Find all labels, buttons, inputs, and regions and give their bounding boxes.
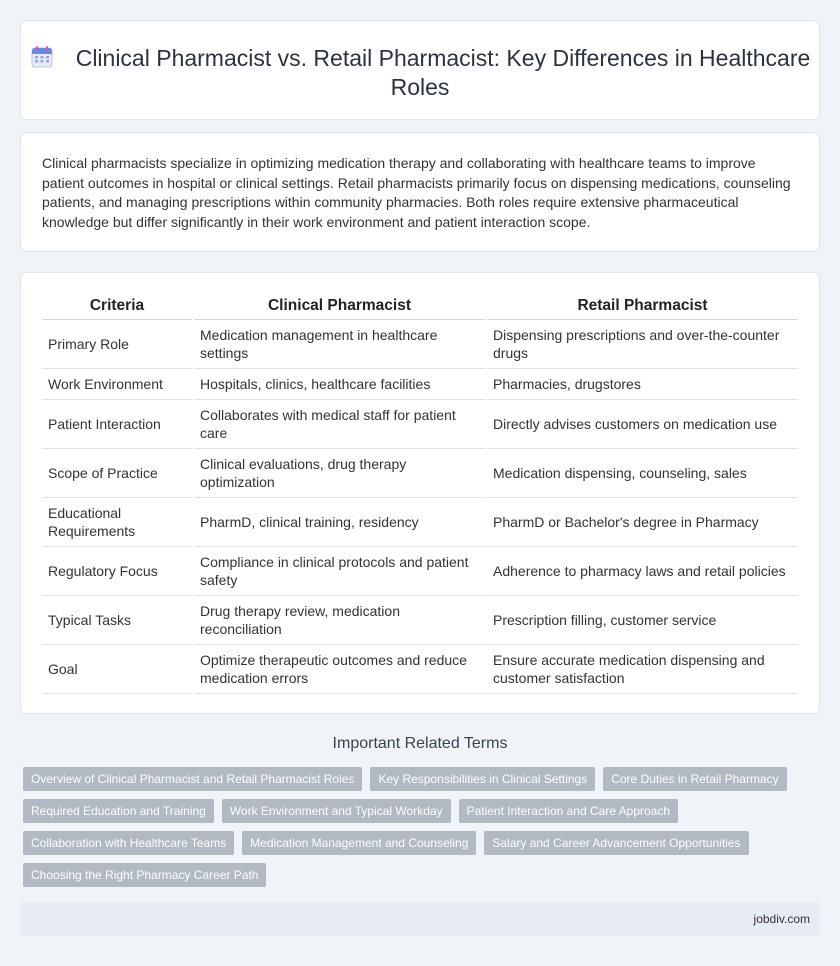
- table-cell: Optimize therapeutic outcomes and reduce medication errors: [193, 644, 486, 693]
- related-terms-list: [23, 767, 813, 887]
- table-cell: Scope of Practice: [42, 448, 193, 497]
- page-title: Clinical Pharmacist vs. Retail Pharmacist: Key Differences in Healthcare Roles: [75, 45, 811, 100]
- table-cell: Work Environment: [42, 368, 193, 399]
- related-term-tag[interactable]: Key Responsibilities in Clinical Settings: [370, 767, 595, 791]
- related-term-tag[interactable]: Work Environment and Typical Workday: [222, 799, 451, 823]
- table-cell: Typical Tasks: [42, 595, 193, 644]
- table-cell: Primary Role: [42, 319, 193, 368]
- table-cell: Collaborates with medical staff for patient care: [193, 399, 486, 448]
- table-row: [42, 399, 798, 448]
- table-cell: Drug therapy review, medication reconciliation: [193, 595, 486, 644]
- table-header-row: [42, 293, 798, 319]
- intro-card: [20, 132, 820, 252]
- related-term-tag[interactable]: Patient Interaction and Care Approach: [459, 799, 678, 823]
- table-cell: Medication dispensing, counseling, sales: [486, 448, 798, 497]
- related-term-tag[interactable]: Medication Management and Counseling: [242, 831, 476, 855]
- table-cell: PharmD, clinical training, residency: [193, 497, 486, 546]
- table-cell: Patient Interaction: [42, 399, 193, 448]
- table-row: [42, 319, 798, 368]
- related-term-tag[interactable]: Core Duties in Retail Pharmacy: [603, 767, 786, 791]
- comparison-table: [42, 293, 798, 694]
- table-cell: Educational Requirements: [42, 497, 193, 546]
- table-cell: Regulatory Focus: [42, 546, 193, 595]
- table-cell: Dispensing prescriptions and over-the-counter drugs: [486, 319, 798, 368]
- related-terms-heading: Important Related Terms: [332, 735, 508, 752]
- comparison-card: [20, 272, 820, 714]
- related-term-tag[interactable]: Overview of Clinical Pharmacist and Retail Pharmacist Roles: [23, 767, 362, 791]
- table-cell: Goal: [42, 644, 193, 693]
- intro-paragraph: Clinical pharmacists specialize in optimizing medication therapy and collaborating with healthcare teams to improve patient outcomes in hospital or clinical settings. Retail pharmacists primarily focus on dispensing medications, counseling patients, and managing prescriptions within community pharmacies. Both roles require extensive pharmaceutical knowledge but differ significantly in their work environment and patient interaction scope.: [42, 155, 791, 230]
- header-criteria: Criteria: [42, 293, 193, 319]
- table-cell: Ensure accurate medication dispensing and customer satisfaction: [486, 644, 798, 693]
- table-cell: Compliance in clinical protocols and patient safety: [193, 546, 486, 595]
- table-cell: Adherence to pharmacy laws and retail policies: [486, 546, 798, 595]
- calendar-icon: [30, 45, 54, 69]
- table-row: [42, 546, 798, 595]
- table-cell: Pharmacies, drugstores: [486, 368, 798, 399]
- related-term-tag[interactable]: Required Education and Training: [23, 799, 214, 823]
- table-cell: Medication management in healthcare settings: [193, 319, 486, 368]
- table-row: [42, 644, 798, 693]
- table-cell: Prescription filling, customer service: [486, 595, 798, 644]
- table-cell: PharmD or Bachelor's degree in Pharmacy: [486, 497, 798, 546]
- header-card: [20, 20, 820, 120]
- table-row: [42, 368, 798, 399]
- table-row: [42, 595, 798, 644]
- related-term-tag[interactable]: Salary and Career Advancement Opportunities: [484, 831, 748, 855]
- table-row: [42, 497, 798, 546]
- header-clinical: Clinical Pharmacist: [193, 293, 486, 319]
- table-row: [42, 448, 798, 497]
- table-cell: Directly advises customers on medication use: [486, 399, 798, 448]
- related-term-tag[interactable]: Choosing the Right Pharmacy Career Path: [23, 863, 266, 887]
- table-cell: Clinical evaluations, drug therapy optimization: [193, 448, 486, 497]
- footer-site-link[interactable]: jobdiv.com: [753, 912, 810, 926]
- footer: [20, 902, 820, 936]
- table-cell: Hospitals, clinics, healthcare facilities: [193, 368, 486, 399]
- header-retail: Retail Pharmacist: [486, 293, 798, 319]
- related-term-tag[interactable]: Collaboration with Healthcare Teams: [23, 831, 234, 855]
